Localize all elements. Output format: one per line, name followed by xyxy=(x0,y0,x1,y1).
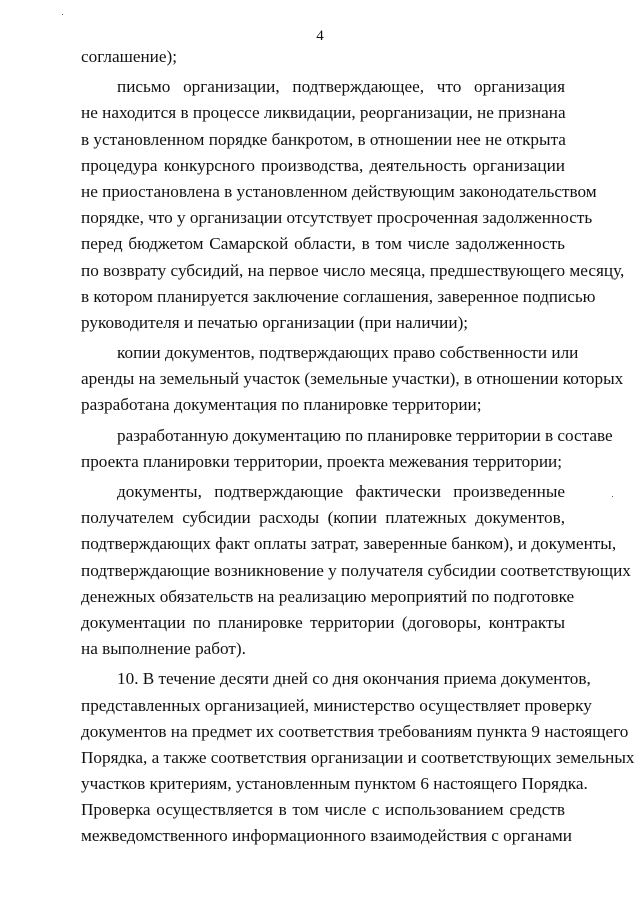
scan-speck xyxy=(62,14,63,15)
text-line: документации по планировке территории (договоры, контракты xyxy=(81,612,565,632)
text-line: участков критериям, установленным пунктом 6 настоящего Порядка. xyxy=(81,774,588,794)
text-line: представленных организацией, министерство осуществляет проверку xyxy=(81,695,592,715)
text-line: Проверка осуществляется в том числе с использованием средств xyxy=(81,800,565,820)
text-line: соглашение); xyxy=(81,47,177,66)
text-line: по возврату субсидий, на первое число месяца, предшествующего месяцу, xyxy=(81,260,625,280)
text-line: руководителя и печатью организации (при наличии); xyxy=(81,312,469,332)
page-number: 4 xyxy=(316,28,324,44)
text-line: порядке, что у организации отсутствует просроченная задолженность xyxy=(81,208,593,228)
text-line: Порядка, а также соответствия организации и соответствующих земельных xyxy=(81,747,635,767)
text-line: межведомственного информационного взаимодействия с органами xyxy=(81,826,572,846)
scan-speck xyxy=(612,496,613,497)
text-line: процедура конкурсного производства, деятельность организации xyxy=(81,155,565,175)
paragraph xyxy=(81,479,631,662)
text-line: не приостановлена в установленном действующим законодательством xyxy=(81,181,597,201)
text-line: денежных обязательств на реализацию мероприятий по подготовке xyxy=(81,586,575,606)
text-line: 10. В течение десяти дней со дня окончания приема документов, xyxy=(117,669,591,689)
paragraph xyxy=(81,44,565,70)
paragraph xyxy=(81,423,613,475)
text-line: в котором планируется заключение соглашения, заверенное подписью xyxy=(81,286,596,306)
text-line: в установленном порядке банкротом, в отношении нее не открыта xyxy=(81,129,566,149)
text-line: разработанную документацию по планировке территории в составе xyxy=(117,425,613,445)
paragraph xyxy=(81,340,624,419)
text-line: документов на предмет их соответствия требованиям пункта 9 настоящего xyxy=(81,721,629,741)
text-line: проекта планировки территории, проекта межевания территории; xyxy=(81,451,562,471)
paragraph xyxy=(81,74,625,336)
text-line: аренды на земельный участок (земельные участки), в отношении которых xyxy=(81,369,624,389)
text-line: на выполнение работ). xyxy=(81,639,246,659)
body-text xyxy=(81,44,635,850)
text-line: разработана документация по планировке территории; xyxy=(81,395,482,415)
text-line: письмо организации, подтверждающее, что организация xyxy=(117,77,565,97)
text-line: не находится в процессе ликвидации, реорганизации, не признана xyxy=(81,103,566,123)
text-line: копии документов, подтверждающих право собственности или xyxy=(117,343,579,363)
text-line: подтверждающие возникновение у получателя субсидии соответствующих xyxy=(81,560,631,580)
text-line: подтверждающих факт оплаты затрат, заверенные банком), и документы, xyxy=(81,534,617,554)
paragraph xyxy=(81,666,635,849)
text-line: перед бюджетом Самарской области, в том числе задолженность xyxy=(81,234,565,254)
text-line: документы, подтверждающие фактически произведенные xyxy=(117,482,565,501)
text-line: получателем субсидии расходы (копии платежных документов, xyxy=(81,508,565,528)
